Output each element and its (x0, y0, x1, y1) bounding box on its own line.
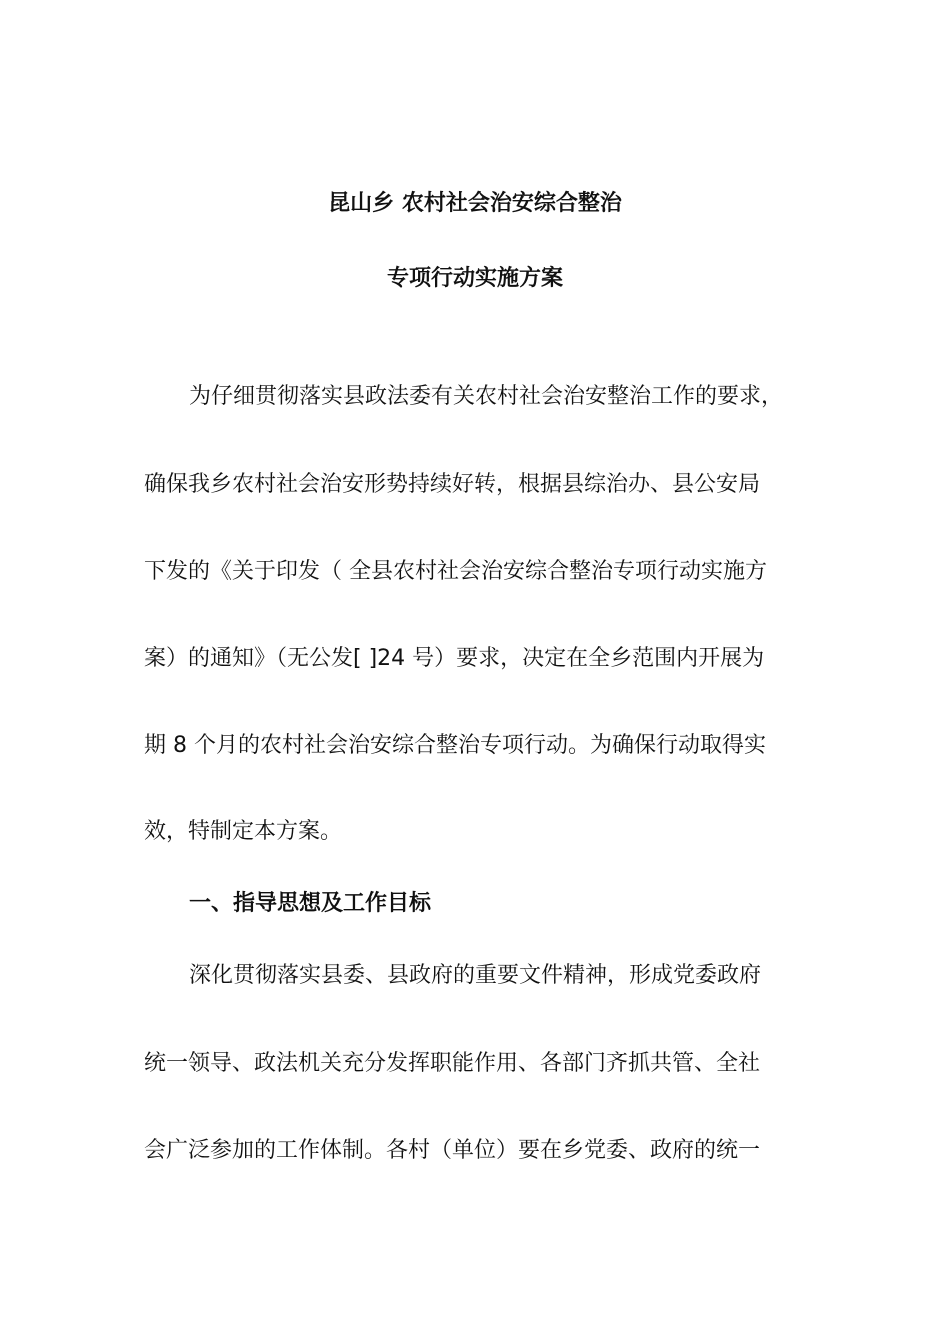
intro-line-3: 下发的《关于印发（ 全县农村社会治安综合整治专项行动实施方 (144, 559, 767, 584)
document-title-line-1: 昆山乡 农村社会治安综合整治 (328, 191, 622, 216)
intro-line-6: 效，特制定本方案。 (144, 819, 343, 844)
section1-line-3: 会广泛参加的工作体制。各村（单位）要在乡党委、政府的统一 (144, 1138, 761, 1163)
section1-line-2: 统一领导、政法机关充分发挥职能作用、各部门齐抓共管、全社 (144, 1051, 761, 1076)
section1-line-1: 深化贯彻落实县委、县政府的重要文件精神，形成党委政府 (189, 963, 762, 988)
intro-line-5: 期 8 个月的农村社会治安综合整治专项行动。为确保行动取得实 (144, 733, 766, 758)
intro-line-4: 案）的通知》（无公发[ ]24 号）要求，决定在全乡范围内开展为 (144, 646, 765, 671)
document-title-line-2: 专项行动实施方案 (386, 266, 563, 291)
intro-line-2: 确保我乡农村社会治安形势持续好转，根据县综治办、县公安局 (144, 472, 761, 497)
section-heading-1: 一、指导思想及工作目标 (189, 891, 432, 916)
intro-line-1: 为仔细贯彻落实县政法委有关农村社会治安整治工作的要求， (189, 384, 784, 409)
